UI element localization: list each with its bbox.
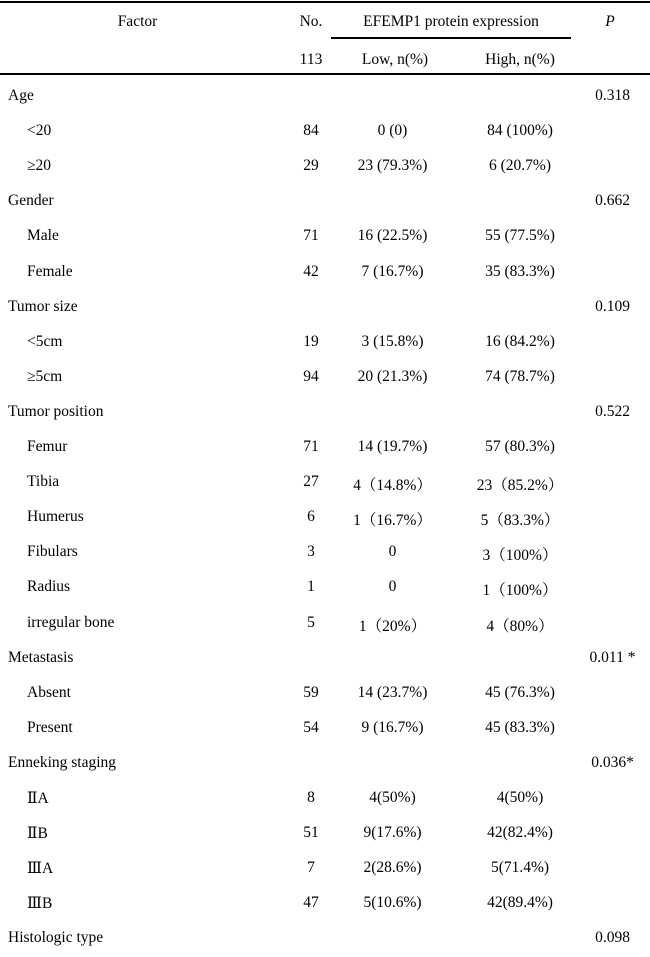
row-high: 4（80%） (486, 617, 554, 635)
row-no: 84 (303, 122, 319, 140)
row-no: 3 (307, 543, 315, 561)
row-high: 6 (20.7%) (489, 157, 551, 175)
header-low: Low, n(%) (361, 51, 429, 68)
table-row (0, 115, 650, 150)
row-factor: ⅢA (27, 860, 54, 878)
table-group-row (0, 185, 650, 220)
row-high: 5(71.4%) (490, 859, 550, 877)
row-no: 8 (307, 789, 315, 806)
row-high: 35 (83.3%) (485, 262, 555, 280)
row-p: 0.036* (591, 753, 634, 771)
row-factor: Metastasis (8, 648, 74, 666)
row-factor: ≥5cm (27, 367, 63, 385)
header-p: P (605, 13, 615, 30)
row-low: 1（20%） (358, 617, 427, 635)
table-group-row (0, 396, 650, 431)
table-row (0, 466, 650, 501)
row-factor: Fibulars (27, 543, 78, 561)
row-factor: irregular bone (27, 613, 115, 631)
row-p: 0.318 (595, 87, 630, 104)
row-high: 42(89.4%) (487, 894, 553, 912)
table-row (0, 326, 650, 361)
row-no: 71 (303, 227, 319, 245)
row-low: 0 (388, 543, 397, 561)
table-row (0, 256, 650, 291)
row-high: 55 (77.5%) (485, 227, 555, 245)
row-low: 23 (79.3%) (357, 157, 428, 175)
row-low: 2(28.6%) (363, 859, 422, 877)
row-low: 0 (0) (377, 122, 408, 140)
row-no: 94 (303, 367, 319, 385)
table-row (0, 782, 650, 817)
row-low: 14 (23.7%) (357, 683, 428, 701)
table-row (0, 571, 650, 606)
table-group-row (0, 642, 650, 677)
row-no: 7 (307, 859, 315, 877)
row-factor: Tibia (27, 473, 60, 491)
row-low: 14 (19.7%) (357, 438, 428, 455)
header-no: No. (299, 13, 323, 30)
row-factor: Tumor size (8, 297, 78, 315)
table-row (0, 887, 650, 922)
table-row (0, 607, 650, 642)
row-no: 1 (307, 578, 315, 596)
row-high: 74 (78.7%) (485, 367, 555, 385)
table-group-row (0, 291, 650, 326)
row-factor: Femur (27, 438, 68, 455)
table-row (0, 431, 650, 466)
header-high: High, n(%) (485, 51, 555, 68)
row-p: 0.109 (595, 297, 630, 315)
row-factor: Histologic type (8, 929, 104, 947)
row-high: 16 (84.2%) (485, 332, 555, 350)
row-factor: Absent (27, 683, 71, 701)
table-row (0, 501, 650, 536)
header-factor: Factor (117, 13, 158, 30)
row-no: 71 (303, 438, 319, 455)
row-no: 6 (307, 508, 315, 526)
row-high: 3（100%） (482, 547, 558, 565)
header-sub-rule (331, 37, 571, 39)
row-high: 45 (76.3%) (485, 683, 555, 701)
row-high: 5（83.3%） (480, 512, 560, 530)
header-total: 113 (299, 51, 323, 68)
row-low: 20 (21.3%) (357, 367, 428, 385)
row-p: 0.662 (595, 192, 630, 210)
row-factor: ≥20 (27, 157, 52, 175)
row-factor: Age (8, 87, 34, 104)
row-factor: Female (27, 262, 73, 280)
row-factor: Enneking staging (8, 753, 117, 771)
row-low: 9(17.6%) (363, 824, 422, 842)
row-p: 0.011 * (589, 648, 636, 666)
row-factor: <5cm (27, 332, 63, 350)
row-low: 4(50%) (369, 789, 416, 806)
row-low: 16 (22.5%) (357, 227, 428, 245)
table-row (0, 361, 650, 396)
row-factor: Humerus (27, 508, 84, 526)
table-row (0, 220, 650, 255)
row-factor: ⅡB (27, 825, 48, 843)
row-low: 1（16.7%） (353, 512, 432, 530)
row-no: 47 (303, 894, 319, 912)
row-no: 19 (303, 332, 319, 350)
row-factor: Radius (27, 578, 71, 596)
row-low: 9 (16.7%) (361, 718, 424, 736)
table-group-row (0, 747, 650, 782)
header-bottom-rule (0, 73, 650, 75)
row-p: 0.522 (595, 402, 630, 420)
row-factor: ⅢB (27, 895, 53, 913)
row-low: 4（14.8%） (353, 477, 432, 495)
row-factor: Gender (8, 192, 54, 210)
row-factor: Male (27, 227, 59, 245)
row-high: 84 (100%) (487, 122, 553, 140)
row-high: 57 (80.3%) (485, 438, 555, 455)
row-no: 54 (303, 718, 319, 736)
row-high: 45 (83.3%) (485, 718, 555, 736)
table-top-rule (0, 1, 650, 3)
row-no: 59 (303, 683, 319, 701)
table-row (0, 150, 650, 185)
table-group-row (0, 80, 650, 115)
row-no: 29 (303, 157, 319, 175)
table-row (0, 677, 650, 712)
row-high: 1（100%） (482, 582, 558, 600)
row-factor: ⅡA (27, 790, 49, 807)
row-low: 3 (15.8%) (361, 332, 424, 350)
row-no: 42 (303, 262, 319, 280)
table-row (0, 817, 650, 852)
row-high: 42(82.4%) (487, 824, 553, 842)
row-factor: Present (27, 718, 73, 736)
table-group-row (0, 922, 650, 957)
row-p: 0.098 (595, 929, 630, 947)
row-factor: <20 (27, 122, 52, 140)
row-high: 4(50%) (496, 789, 544, 806)
row-high: 23（85.2%） (476, 477, 564, 495)
header-expression: EFEMP1 protein expression (363, 13, 539, 30)
table-row (0, 536, 650, 571)
row-low: 7 (16.7%) (361, 262, 424, 280)
row-no: 51 (303, 824, 319, 842)
row-factor: Tumor position (8, 402, 104, 420)
table-row (0, 712, 650, 747)
row-low: 5(10.6%) (363, 894, 422, 912)
row-no: 5 (307, 613, 315, 631)
row-no: 27 (303, 473, 319, 491)
table-row (0, 852, 650, 887)
row-low: 0 (388, 578, 397, 596)
